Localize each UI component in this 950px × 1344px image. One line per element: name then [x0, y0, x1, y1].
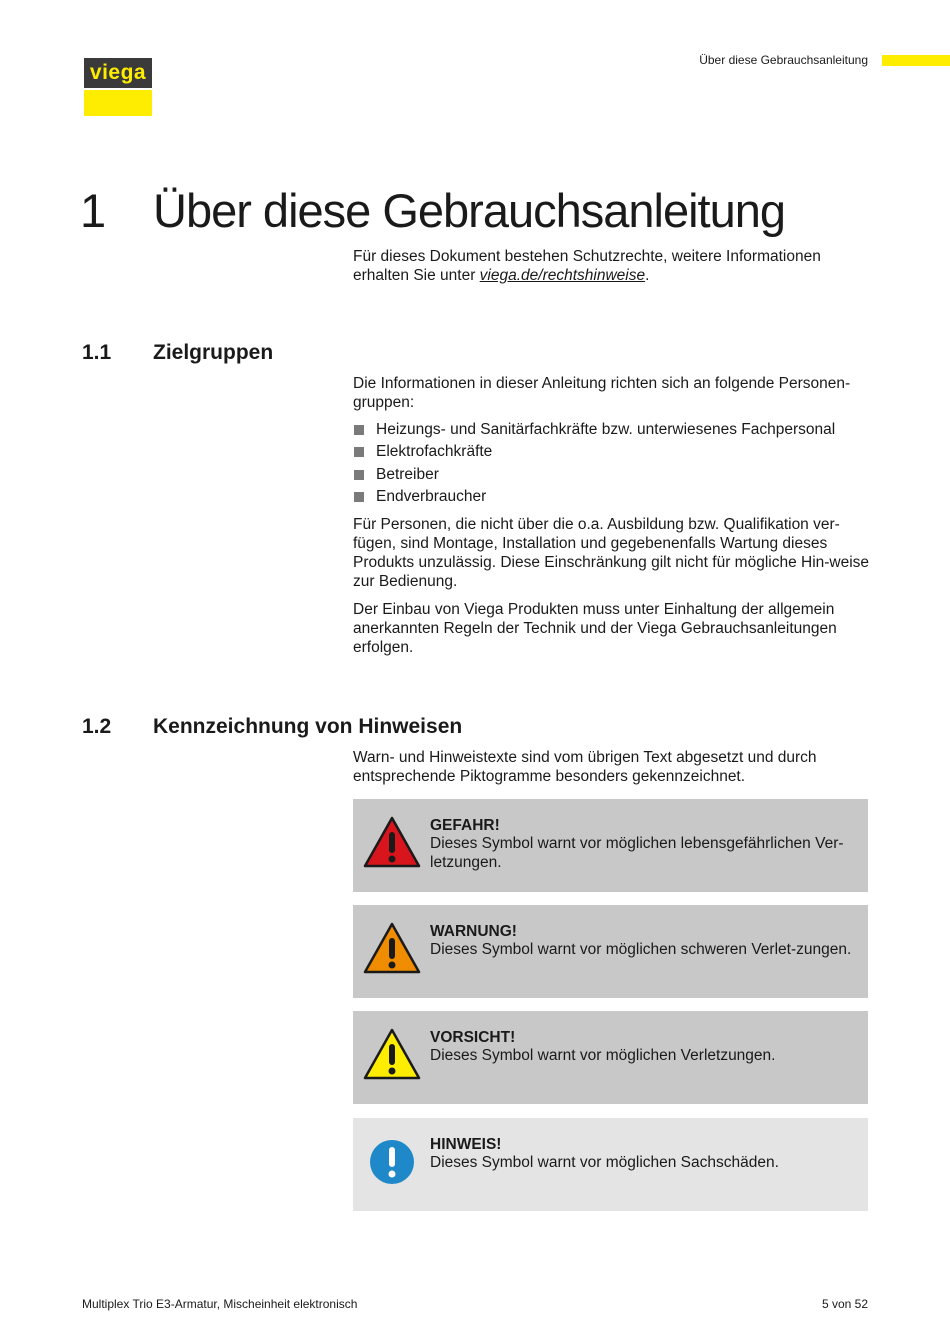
warning-notice — [353, 905, 868, 998]
section-number: 1.2 — [82, 715, 112, 738]
header-yellow-bar — [882, 55, 950, 66]
viega-logo — [84, 58, 152, 116]
list-item: Endverbraucher — [353, 487, 871, 509]
paragraph: Der Einbau von Viega Produkten muss unter Einhaltung der allgemein anerkannten Regeln der Technik und der Viega Gebrauchsanleitungen erfolgen. — [353, 601, 837, 657]
danger-notice — [353, 799, 868, 892]
notice-text: Dieses Symbol warnt vor möglichen lebensgefährlichen Ver-letzungen. — [430, 835, 844, 871]
notice-text: Dieses Symbol warnt vor möglichen schweren Verlet-zungen. — [430, 941, 852, 958]
list-item: Elektrofachkräfte — [353, 442, 871, 464]
footer-product: Multiplex Trio E3-Armatur, Mischeinheit elektronisch — [82, 1297, 358, 1311]
running-header: Über diese Gebrauchsanleitung — [699, 53, 868, 67]
chapter-intro — [353, 247, 871, 285]
legal-link[interactable]: viega.de/rechtshinweise — [479, 267, 646, 284]
logo-wordmark: viega — [84, 58, 152, 88]
intro-end: . — [645, 267, 650, 284]
section-intro-text: Warn- und Hinweistexte sind vom übrigen Text abgesetzt und durch entsprechende Piktogramme besonders gekennzeichnet. — [353, 749, 817, 785]
notice-label: GEFAHR! — [430, 817, 500, 834]
section-1-1-body — [353, 374, 871, 657]
danger-warning-triangle-icon — [362, 815, 422, 871]
notice-text: Dieses Symbol warnt vor möglichen Sachschäden. — [430, 1154, 779, 1171]
chapter-title: Über diese Gebrauchsanleitung — [153, 184, 786, 237]
caution-notice — [353, 1011, 868, 1104]
section-intro: Die Informationen in dieser Anleitung richten sich an folgende Personen-gruppen: — [353, 375, 851, 411]
notice-label: HINWEIS! — [430, 1136, 502, 1153]
list-item: Betreiber — [353, 465, 871, 487]
note-notice — [353, 1118, 868, 1211]
info-circle-icon — [362, 1134, 422, 1190]
section-title: Zielgruppen — [153, 341, 274, 364]
section-intro — [353, 748, 871, 786]
notice-label: VORSICHT! — [430, 1029, 516, 1046]
logo-yellow-band — [84, 90, 152, 116]
footer-page-number: 5 von 52 — [821, 1297, 868, 1311]
caution-triangle-icon — [362, 1027, 422, 1083]
list-item: Heizungs- und Sanitärfachkräfte bzw. unterwiesenes Fachpersonal — [353, 420, 871, 442]
paragraph: Für Personen, die nicht über die o.a. Ausbildung bzw. Qualifikation ver-fügen, sind Montage, Installation und gegebenenfalls Wartung dieses Produkts unzulässig. Diese Einschränkung gilt nicht für mögliche Hin-weise zur Bedienung. — [353, 516, 870, 591]
section-title: Kennzeichnung von Hinweisen — [153, 715, 463, 738]
target-group-list — [353, 420, 871, 509]
chapter-number: 1 — [80, 184, 106, 237]
warning-triangle-icon — [362, 921, 422, 977]
notice-text: Dieses Symbol warnt vor möglichen Verletzungen. — [430, 1047, 776, 1064]
intro-text: Für dieses Dokument bestehen Schutzrechte, weitere Informationen erhalten Sie unter — [353, 248, 821, 284]
section-number: 1.1 — [82, 341, 112, 364]
notice-label: WARNUNG! — [430, 923, 517, 940]
